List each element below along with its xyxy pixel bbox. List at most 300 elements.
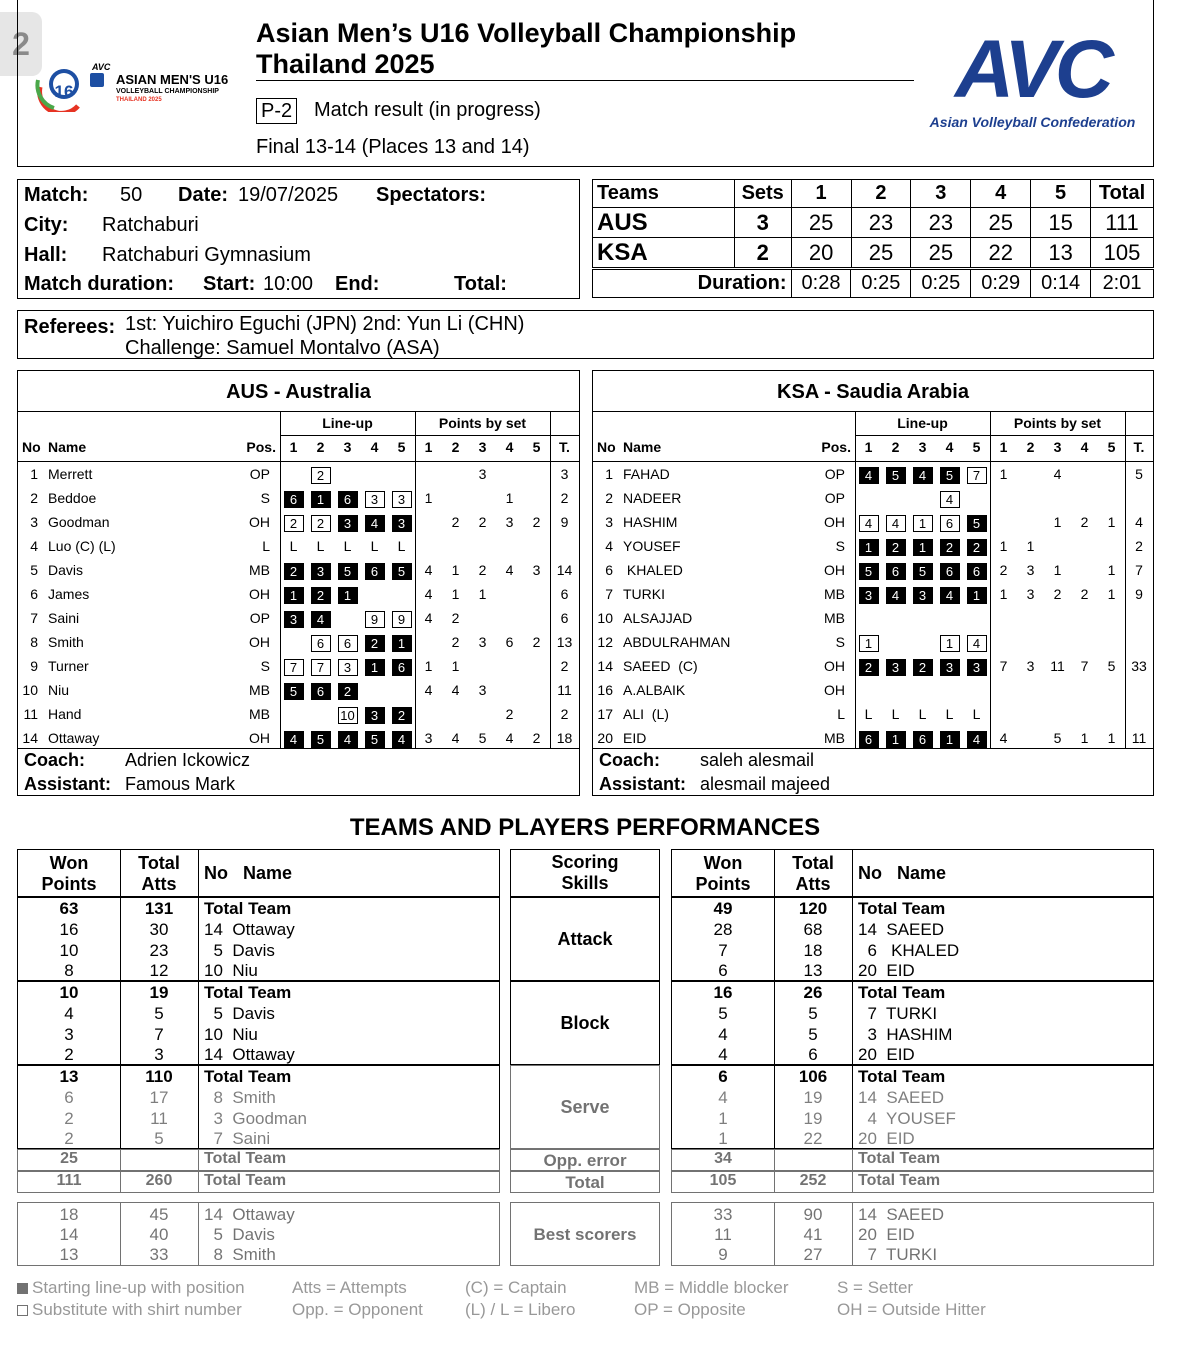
starting-position-box: 1 — [311, 491, 331, 508]
assistant-name: alesmail majeed — [700, 774, 831, 794]
player-position: MB — [824, 730, 845, 746]
substitute-number-box: 3 — [338, 659, 358, 676]
lineup-cell — [909, 654, 936, 678]
lineup-cell — [280, 582, 307, 606]
starting-position-box: 4 — [365, 515, 385, 532]
player-number: 3 — [605, 514, 613, 530]
points-cell: 2 — [451, 514, 460, 530]
title-line2: Thailand 2025 — [256, 49, 435, 79]
won-points: 63 — [59, 899, 79, 918]
legend-text: (C) = Captain — [465, 1278, 567, 1297]
player-number: 5 — [30, 562, 38, 578]
total-atts: 45 — [149, 1205, 169, 1224]
player-label: 5 Davis — [204, 940, 275, 960]
legend-text: Starting line-up with position — [32, 1278, 245, 1297]
total-atts: 33 — [149, 1245, 169, 1264]
won-points: 1 — [718, 1129, 728, 1149]
lineup-cell — [334, 558, 361, 582]
lineup-cell — [963, 726, 990, 750]
set-score: 13 — [1031, 238, 1091, 268]
starting-position-box: 1 — [886, 731, 906, 748]
won-points: 14 — [59, 1225, 79, 1244]
player-name: Beddoe — [48, 490, 97, 506]
team-a-roster — [17, 370, 580, 796]
results-header-cell: 3 — [911, 180, 971, 208]
lineup-header: Line-up — [897, 415, 948, 431]
player-label: 10 Niu — [204, 961, 258, 981]
won-points: 4 — [718, 1087, 728, 1107]
total-atts: 6 — [808, 1045, 818, 1065]
starting-position-box: 2 — [940, 539, 960, 556]
starting-position-box: 6 — [913, 731, 933, 748]
points-cell: 2 — [505, 706, 514, 722]
points-set-header: 4 — [1080, 439, 1089, 455]
player-name: KHALED — [623, 562, 683, 578]
player-label: 10 Niu — [204, 1024, 258, 1044]
points-cell: 2 — [478, 562, 487, 578]
lineup-cell — [307, 726, 334, 750]
lineup-cell — [936, 462, 963, 486]
total-atts: 3 — [154, 1045, 164, 1065]
lineup-cell — [855, 534, 882, 558]
total-atts: 18 — [803, 940, 823, 960]
player-row — [18, 558, 579, 582]
starting-position-box: 1 — [365, 659, 385, 676]
set-duration: 2:01 — [1091, 270, 1154, 298]
points-cell: 1 — [1107, 586, 1116, 602]
column-divider — [852, 898, 853, 980]
column-divider — [198, 1150, 199, 1170]
lineup-cell — [361, 702, 388, 726]
points-cell: 4 — [999, 730, 1008, 746]
player-name: Hand — [48, 706, 82, 722]
player-label: Total Team — [858, 1067, 946, 1086]
lineup-cell — [307, 654, 334, 678]
player-number: 4 — [30, 538, 38, 554]
lineup-cell — [909, 534, 936, 558]
total-atts-header: Total Atts — [792, 853, 834, 894]
lineup-cell — [855, 582, 882, 606]
starting-position-box: 2 — [392, 707, 412, 724]
starting-position-box: 1 — [284, 587, 304, 604]
team-title: AUS - Australia — [226, 381, 371, 403]
player-label: 14 Ottaway — [204, 1205, 295, 1224]
starting-position-box: 6 — [886, 563, 906, 580]
player-position: S — [835, 538, 845, 554]
start-time: 10:00 — [263, 273, 314, 295]
lineup-cell — [963, 630, 990, 654]
points-header: Points by set — [1013, 415, 1102, 431]
column-divider — [774, 850, 775, 896]
starting-position-box: 4 — [940, 587, 960, 604]
total-label: Total: — [454, 273, 507, 295]
set-duration: 0:28 — [791, 270, 851, 298]
column-divider — [198, 1172, 199, 1192]
player-label: 3 HASHIM — [858, 1024, 953, 1044]
points-cell: 5 — [478, 730, 487, 746]
starting-position-box: 1 — [940, 731, 960, 748]
legend-item — [837, 1278, 913, 1298]
set-score: 22 — [971, 238, 1031, 268]
city-label: City: — [24, 214, 69, 236]
legend-item — [465, 1278, 567, 1298]
player-number: 10 — [597, 610, 613, 626]
referees-line2: Challenge: Samuel Montalvo (ASA) — [125, 337, 440, 359]
player-number: 2 — [30, 490, 38, 506]
lineup-cell — [909, 582, 936, 606]
points-set-header: 5 — [532, 439, 541, 455]
lineup-cell — [280, 486, 307, 510]
player-label: 5 Davis — [204, 1225, 275, 1244]
won-points: 13 — [59, 1067, 79, 1086]
lineup-cell — [963, 654, 990, 678]
column-divider — [120, 1150, 121, 1170]
lineup-cell — [936, 558, 963, 582]
starting-position-box: 4 — [967, 731, 987, 748]
player-row — [593, 630, 1153, 654]
lineup-cell — [280, 678, 307, 702]
filled-square-icon — [17, 1283, 28, 1294]
starting-position-box: 3 — [967, 659, 987, 676]
lineup-cell — [361, 510, 388, 534]
player-row — [593, 702, 1153, 726]
subheader-divider — [550, 435, 579, 436]
starting-position-box: 2 — [284, 563, 304, 580]
player-label: 14 Ottaway — [204, 919, 295, 939]
lineup-cell — [334, 654, 361, 678]
points-cell: 2 — [1080, 586, 1089, 602]
skill-label: Scoring Skills — [551, 852, 619, 893]
substitute-number-box: 3 — [392, 491, 412, 508]
lineup-cell — [936, 654, 963, 678]
player-row — [18, 510, 579, 534]
set-score: 25 — [791, 208, 851, 238]
player-position: OH — [249, 586, 270, 602]
set-duration: 0:14 — [1031, 270, 1091, 298]
total-header: T. — [1133, 439, 1145, 455]
lineup-set-header: 1 — [864, 439, 873, 455]
player-label: Total Team — [204, 1067, 292, 1086]
player-label: 14 SAEED — [858, 1205, 944, 1224]
won-points-header: Won Points — [695, 853, 751, 894]
lineup-cell — [963, 510, 990, 534]
player-position: OH — [824, 514, 845, 530]
legend-text: Atts = Attempts — [292, 1278, 407, 1297]
match-subtitle: Final 13-14 (Places 13 and 14) — [256, 136, 530, 158]
starting-position-box: 4 — [913, 467, 933, 484]
lineup-cell — [307, 606, 334, 630]
total-atts: 12 — [149, 961, 169, 981]
player-name: NADEER — [623, 490, 682, 506]
starting-position-box: 3 — [311, 563, 331, 580]
player-row — [593, 462, 1153, 486]
results-header-cell: 2 — [851, 180, 911, 208]
column-divider — [198, 850, 199, 896]
lineup-cell — [882, 462, 909, 486]
lineup-cell — [936, 534, 963, 558]
lineup-cell: L — [343, 538, 352, 554]
column-divider — [198, 898, 199, 980]
lineup-cell — [909, 726, 936, 750]
lineup-cell: L — [972, 706, 981, 722]
points-cell: 1 — [1053, 514, 1062, 530]
player-number: 11 — [23, 706, 38, 722]
empty-square-icon — [17, 1305, 28, 1316]
name-header: Name — [48, 439, 87, 455]
match-label: Match: — [24, 184, 89, 206]
player-row — [18, 534, 579, 558]
assistant-label: Assistant: — [24, 774, 112, 794]
attack-skill — [510, 897, 660, 981]
coach-label: Coach: — [24, 750, 86, 770]
assistant-label: Assistant: — [599, 774, 687, 794]
lineup-cell — [936, 630, 963, 654]
set-score: 20 — [791, 238, 851, 268]
player-position: OP — [824, 490, 845, 506]
lineup-cell — [361, 654, 388, 678]
starting-position-box: 3 — [859, 587, 879, 604]
player-number: 2 — [605, 490, 613, 506]
starting-position-box: 2 — [967, 539, 987, 556]
starting-position-box: 4 — [284, 731, 304, 748]
column-divider — [198, 1203, 199, 1265]
player-number: 14 — [22, 730, 38, 746]
skill-label: Serve — [560, 1096, 610, 1117]
points-cell: 1 — [451, 562, 460, 578]
starting-position-box: 5 — [392, 563, 412, 580]
won-points: 3 — [64, 1024, 74, 1044]
lineup-cell — [307, 486, 334, 510]
lineup-cell — [388, 606, 415, 630]
substitute-number-box: 7 — [284, 659, 304, 676]
lineup-cell — [280, 726, 307, 750]
starting-position-box: 2 — [365, 635, 385, 652]
won-points: 10 — [59, 940, 79, 960]
lineup-cell — [388, 702, 415, 726]
player-position: L — [837, 706, 845, 722]
player-name: Ottaway — [48, 730, 100, 746]
total-atts: 131 — [144, 899, 174, 918]
total-atts: 120 — [798, 899, 828, 918]
skill-section — [671, 1065, 1154, 1149]
points-cell: 3 — [424, 730, 433, 746]
lineup-cell — [361, 606, 388, 630]
lineup-cell — [361, 630, 388, 654]
points-set-header: 1 — [999, 439, 1008, 455]
points-cell: 3 — [1026, 658, 1035, 674]
player-label: Total Team — [204, 1172, 287, 1189]
points-set-header: 2 — [1026, 439, 1035, 455]
starting-position-box: 5 — [338, 563, 358, 580]
total-atts: 5 — [154, 1003, 164, 1023]
player-label: 14 SAEED — [858, 1087, 944, 1107]
team-b-roster — [592, 370, 1154, 796]
starting-position-box: 3 — [940, 659, 960, 676]
lineup-cell — [855, 558, 882, 582]
won-points: 5 — [718, 1003, 728, 1023]
total-atts: 27 — [803, 1245, 823, 1264]
pos-header: Pos. — [246, 439, 276, 455]
player-label: 7 Saini — [204, 1129, 271, 1149]
player-label: Total Team — [858, 983, 946, 1002]
skill-section — [17, 1065, 500, 1149]
player-number: 10 — [22, 682, 38, 698]
best-scorers-skill — [510, 1202, 660, 1266]
lineup-cell — [855, 654, 882, 678]
duration-label: Duration: — [593, 270, 792, 298]
lineup-cell — [882, 510, 909, 534]
event-logo-line2: VOLLEYBALL CHAMPIONSHIP — [116, 88, 219, 95]
legend-item — [837, 1300, 986, 1320]
match-date: 19/07/2025 — [238, 184, 339, 206]
coach-name: Adrien Ickowicz — [125, 750, 251, 770]
substitute-number-box: 4 — [967, 635, 987, 652]
points-cell: 11 — [1050, 658, 1065, 674]
won-points: 10 — [59, 983, 79, 1002]
lineup-cell — [855, 462, 882, 486]
points-cell: 4 — [451, 730, 460, 746]
results-header-cell: Teams — [593, 180, 735, 208]
points-header: Points by set — [438, 415, 527, 431]
won-points: 28 — [713, 919, 733, 939]
points-cell: 1 — [451, 586, 460, 602]
total-atts: 19 — [803, 1087, 823, 1107]
points-cell: 1 — [1053, 562, 1062, 578]
results-header-cell: 1 — [791, 180, 851, 208]
points-cell: 4 — [424, 562, 433, 578]
points-cell: 1 — [1107, 562, 1116, 578]
lineup-cell — [334, 678, 361, 702]
points-cell: 5 — [1107, 658, 1116, 674]
player-number: 14 — [597, 658, 613, 674]
column-divider — [852, 850, 853, 896]
player-number: 17 — [597, 706, 613, 722]
substitute-number-box: 6 — [311, 635, 331, 652]
player-position: OH — [824, 562, 845, 578]
points-cell: 1 — [999, 586, 1008, 602]
legend-item — [17, 1278, 245, 1298]
points-set-header: 1 — [424, 439, 433, 455]
skill-section — [17, 897, 500, 981]
player-label: Total Team — [204, 1150, 287, 1167]
event-logo-square — [90, 73, 104, 87]
player-position: MB — [824, 586, 845, 602]
total-atts: 7 — [154, 1024, 164, 1044]
lineup-set-header: 5 — [397, 439, 406, 455]
opp-error-row — [17, 1149, 500, 1171]
total-atts: 41 — [803, 1225, 823, 1244]
title-divider — [18, 411, 579, 412]
player-row — [18, 486, 579, 510]
player-name: SAEED (C) — [623, 658, 698, 674]
won-points: 8 — [64, 961, 74, 981]
document-title: Match result (in progress) — [314, 99, 541, 121]
starting-position-box: 4 — [338, 731, 358, 748]
points-cell: 4 — [505, 562, 514, 578]
legend-item — [634, 1300, 746, 1320]
player-name: ABDULRAHMAN — [623, 634, 731, 650]
legend-item — [465, 1300, 575, 1320]
legend-text: OP = Opposite — [634, 1300, 746, 1319]
lineup-cell — [936, 582, 963, 606]
won-points: 18 — [59, 1205, 79, 1224]
player-position: S — [260, 658, 270, 674]
points-cell: 2 — [451, 610, 460, 626]
starting-position-box: 4 — [886, 587, 906, 604]
legend-text: MB = Middle blocker — [634, 1278, 789, 1297]
skill-label: Opp. error — [543, 1150, 627, 1170]
points-cell: 6 — [505, 634, 514, 650]
player-number: 7 — [30, 610, 38, 626]
starting-position-box: 1 — [967, 587, 987, 604]
substitute-number-box: 4 — [859, 515, 879, 532]
total-atts: 11 — [150, 1108, 168, 1128]
subheader-divider — [855, 435, 1125, 436]
date-label: Date: — [178, 184, 229, 206]
total-atts: 106 — [798, 1067, 828, 1086]
player-name: Luo (C) (L) — [48, 538, 116, 554]
points-cell: 1 — [1080, 730, 1089, 746]
player-label: 6 KHALED — [858, 940, 960, 960]
total-atts-header: Total Atts — [138, 853, 180, 894]
lineup-cell — [388, 630, 415, 654]
city-value: Ratchaburi — [102, 214, 199, 236]
points-cell: 3 — [1026, 562, 1035, 578]
player-position: OH — [824, 658, 845, 674]
performance-header — [671, 849, 1154, 897]
lineup-cell — [361, 486, 388, 510]
starting-position-box: 5 — [284, 683, 304, 700]
column-divider — [852, 1066, 853, 1148]
lineup-cell — [936, 510, 963, 534]
won-points: 6 — [718, 1067, 728, 1086]
scoring-skills-header — [510, 849, 660, 897]
set-score: 15 — [1031, 208, 1091, 238]
player-name: ALI (L) — [623, 706, 669, 722]
lineup-cell — [909, 510, 936, 534]
lineup-cell — [307, 510, 334, 534]
won-points: 1 — [718, 1108, 728, 1128]
lineup-cell — [361, 726, 388, 750]
starting-position-box: 5 — [311, 731, 331, 748]
lineup-cell — [882, 558, 909, 582]
player-name: Davis — [48, 562, 84, 578]
total-atts: 110 — [145, 1067, 173, 1086]
column-divider — [198, 1066, 199, 1148]
event-logo-avc: AVC — [92, 62, 111, 72]
starting-position-box: 6 — [940, 563, 960, 580]
total-atts: 22 — [803, 1129, 823, 1149]
points-cell: 2 — [478, 514, 487, 530]
won-points: 16 — [59, 919, 79, 939]
lineup-cell: L — [397, 538, 406, 554]
serve-skill — [510, 1065, 660, 1149]
lineup-cell — [963, 462, 990, 486]
lineup-cell — [388, 654, 415, 678]
won-points: 2 — [64, 1108, 74, 1128]
points-set-header: 2 — [451, 439, 460, 455]
legend-item — [634, 1278, 788, 1298]
starting-position-box: 6 — [392, 659, 412, 676]
column-divider — [198, 982, 199, 1064]
set-score: 25 — [971, 208, 1031, 238]
starting-position-box: 6 — [311, 683, 331, 700]
event-logo-badge: 16 — [54, 82, 74, 101]
lineup-cell — [334, 582, 361, 606]
won-points: 105 — [709, 1172, 737, 1189]
lineup-cell — [307, 558, 334, 582]
substitute-number-box: 10 — [338, 707, 358, 724]
